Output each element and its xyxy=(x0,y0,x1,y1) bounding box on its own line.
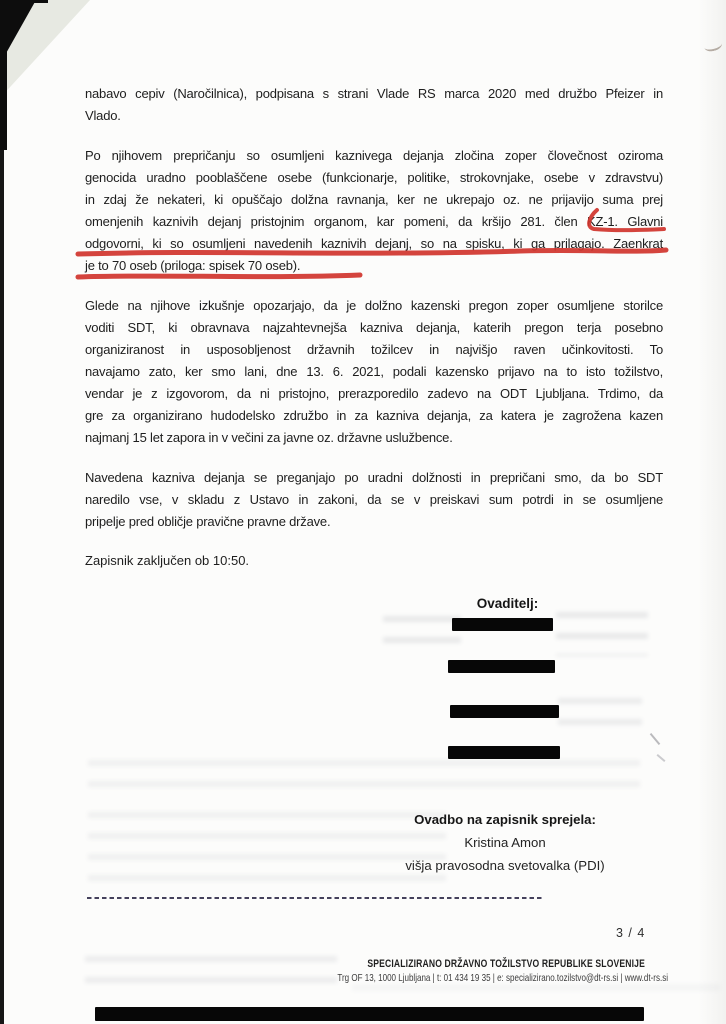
ghost-text xyxy=(556,612,648,656)
text-line: genocida uradno pooblaščene osebe (funkcionarje, politike, strokovnjake, osebe v zdravstvu) xyxy=(85,170,663,185)
receiver-block xyxy=(360,808,650,877)
text-line: pripelje pred obličje pravične pravne države. xyxy=(85,514,331,529)
text-line: odgovorni, ki so osumljeni navedenih kaznivih dejanj, so na spisku, ki ga prilagajo. Zaenkrat xyxy=(85,236,663,251)
bottom-redaction-bar xyxy=(95,1007,644,1021)
ghost-text xyxy=(558,698,642,732)
text-line: Vlado. xyxy=(85,108,121,123)
paragraph xyxy=(85,295,663,449)
text-line: Po njihovem prepričanju so osumljeni kaznivega dejanja zločina zoper človečnost oziroma xyxy=(85,148,663,163)
text-line: navajamo zato, ker smo lani, dne 13. 6. 2021, podali kazensko prijavo na to isto tožilstvo, xyxy=(85,364,663,379)
text-line: je to 70 oseb (priloga: spisek 70 oseb). xyxy=(85,258,301,273)
text-line: vendar je z izgovorom, da ni pristojno, prerazporedilo zadevo na ODT Ljubljana. Trdimo, da xyxy=(85,386,663,401)
receiver-label: Ovadbo na zapisnik sprejela: xyxy=(414,812,596,827)
text-line: omenjenih kaznivih dejanj pristojnim organom, kar pomeni, da kršijo 281. člen KZ-1. Glavni xyxy=(85,214,663,229)
body-text xyxy=(85,83,663,551)
scan-speck xyxy=(650,733,661,745)
scan-shading-right xyxy=(698,0,726,1024)
text-line: nabavo cepiv (Naročilnica), podpisana s strani Vlade RS marca 2020 med družbo Pfeizer in xyxy=(85,86,663,101)
scan-speck xyxy=(657,754,666,762)
complainant-label: Ovaditelj: xyxy=(476,596,539,611)
scan-edge-left-top xyxy=(0,0,7,150)
scan-edge-left xyxy=(0,0,4,1024)
text-line: naredilo vse, v skladu z Ustavo in zakoni, da se v preiskavi sum potrdi in se osumljene xyxy=(85,492,663,507)
text-line: Glede na njihove izkušnje opozarjajo, da je dolžno kazenski pregon zoper osumljene storilce xyxy=(85,298,663,313)
redaction-bar xyxy=(452,618,553,631)
ghost-text xyxy=(383,616,461,652)
paragraph xyxy=(85,83,663,127)
scan-edge-top xyxy=(0,0,48,3)
text-line: najmanj 15 let zapora in v večini za javne oz. državne uslužbence. xyxy=(85,430,453,445)
text-line: gre za organizirano hudodelsko združbo in za kazniva dejanja, za katera je zagrožena kazen xyxy=(85,408,663,423)
redaction-bar xyxy=(450,705,559,718)
receiver-name: Kristina Amon xyxy=(464,835,546,850)
ghost-text xyxy=(352,984,720,991)
paragraph xyxy=(85,467,663,533)
page-number: 3 / 4 xyxy=(616,926,646,940)
redaction-bar xyxy=(448,746,560,759)
footer-organization: SPECIALIZIRANO DRŽAVNO TOŽILSTVO REPUBLIKE SLOVENIJE xyxy=(367,958,645,970)
dashed-separator-line xyxy=(87,897,542,899)
text-line: Navedena kazniva dejanja se preganjajo po uradni dolžnosti in prepričani smo, da bo SDT xyxy=(85,470,663,485)
text-line: voditi SDT, ki obravnava najzahtevnejša kazniva dejanja, katerih pregon terja posebno xyxy=(85,320,663,335)
footer-contact-line: Trg OF 13, 1000 Ljubljana | t: 01 434 19 35 | e: specializirano.tozilstvo@dt-rs.si | www.dt-rs.si xyxy=(337,972,668,984)
receiver-title: višja pravosodna svetovalka (PDI) xyxy=(405,858,605,873)
redaction-bar xyxy=(448,660,555,673)
paragraph xyxy=(85,145,663,277)
text-line: organiziranost in usposobljenost državnih tožilcev in najvišjo raven učinkovitosti. To xyxy=(85,342,663,357)
closing-time-line: Zapisnik zaključen ob 10:50. xyxy=(85,553,250,568)
ghost-text xyxy=(88,760,640,802)
text-line: in zdaj že nekateri, ki opuščajo dolžna ravnanja, ker ne ukrepajo oz. ne prijavijo suma prej xyxy=(85,192,663,207)
